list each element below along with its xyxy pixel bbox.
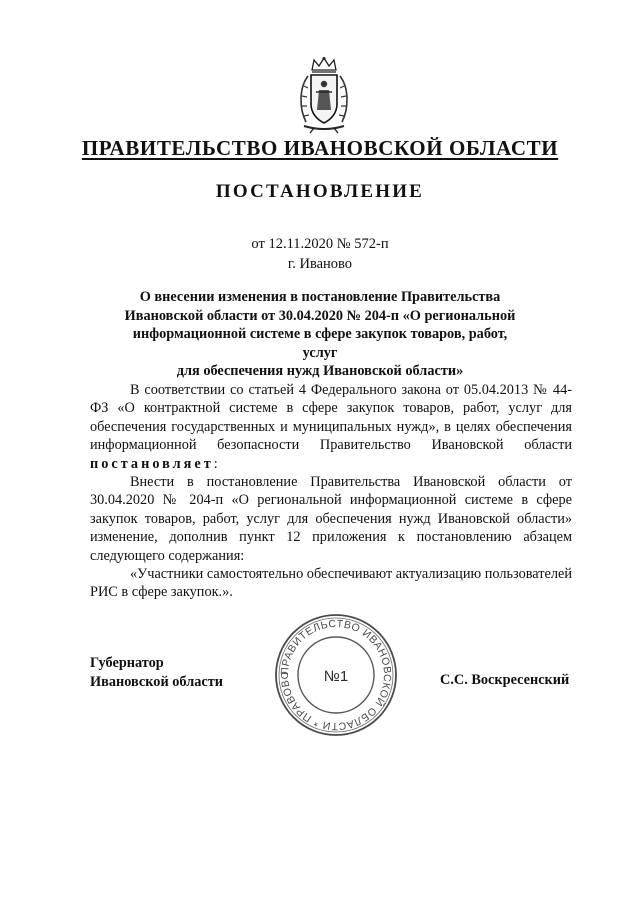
preamble-text: В соответствии со статьей 4 Федерального закона от 05.04.2013 № 44-ФЗ «О контрактной системе в сфере закупок товаров, работ, услуг для обеспечения государственных и муниципальных нужд», в целях обеспечения информационной безопасности Правительство Ивановской области: [90, 382, 572, 454]
document-body: [90, 381, 572, 602]
subject-line: Ивановской области от 30.04.2020 № 204-п «О региональной: [124, 307, 516, 324]
document-city: г. Иваново: [287, 256, 353, 272]
paragraph-quoted-text: «Участники самостоятельно обеспечивают актуализацию пользователей РИС в сфере закупок.».: [90, 566, 572, 601]
signatory-name: С.С. Воскресенский: [440, 672, 570, 688]
subject-line: информационной системе в сфере закупок товаров, работ, услуг: [132, 326, 508, 361]
subject-line: О внесении изменения в постановление Правительства: [139, 289, 501, 305]
colon: :: [213, 455, 218, 472]
stamp-center-text: №1: [323, 668, 349, 685]
paragraph-preamble: [90, 381, 572, 473]
resolves-word: постановляет: [90, 455, 214, 472]
subject-line: для обеспечения нужд Ивановской области»: [176, 363, 464, 379]
coat-of-arms-icon: [296, 56, 352, 134]
government-title: ПРАВИТЕЛЬСТВО ИВАНОВСКОЙ ОБЛАСТИ: [81, 136, 559, 160]
position-line: Губернатор: [90, 655, 164, 671]
signatory-position: [90, 654, 223, 691]
position-line: Ивановской области: [90, 673, 223, 690]
document-type: ПОСТАНОВЛЕНИЕ: [215, 181, 425, 202]
paragraph-amendment: Внести в постановление Правительства Ивановской области от 30.04.2020 № 204-п «О региональной информационной системе в сфере закупок товаров, работ, услуг для обеспечения нужд Ивановской области» изменение, дополнив пункт 12 приложения к постановлению абзацем следующего содержания:: [90, 474, 572, 564]
document-subject: [120, 288, 520, 381]
official-stamp-icon: [273, 612, 399, 738]
document-date-number: от 12.11.2020 № 572-п: [251, 236, 389, 252]
stamp-ring-text: ПРАВИТЕЛЬСТВО ИВАНОВСКОЙ ОБЛАСТИ * ПРАВОВО: [278, 617, 394, 733]
